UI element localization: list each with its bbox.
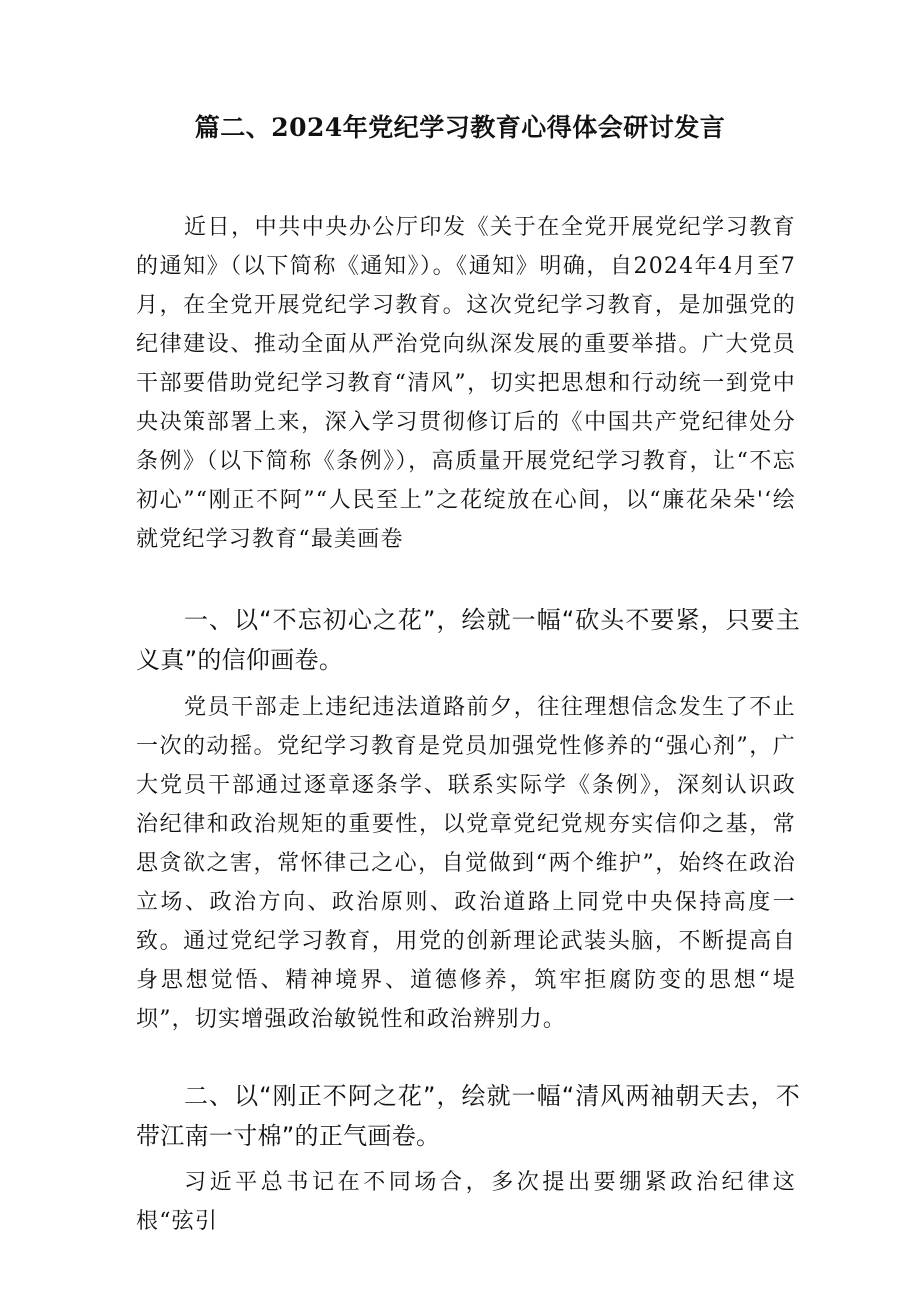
intro-paragraph: 近日，中共中央办公厅印发《关于在全党开展党纪学习教育的通知》（以下简称《通知》）。《通知》明确，自2024年4月至7月，在全党开展党纪学习教育。这次党纪学习教育，是加强党的纪律建设、推动全面从严治党向纵深发展的重要举措。广大党员干部要借助党纪学习教育“清风”，切实把思想和行动统一到党中央决策部署上来，深入学习贯彻修订后的《中国共产党纪律处分条例》（以下简称《条例》），高质量开展党纪学习教育，让“不忘初心”“刚正不阿”“人民至上”之花绽放在心间，以“廉花朵朵'‘绘就党纪学习教育“最美画卷 [136,215,796,552]
document-title: 篇二、2024年党纪学习教育心得体会研讨发言 [194,113,726,142]
section-heading-2: 二、以“刚正不阿之花”，绘就一幅“清风两袖朝天去，不带江南一寸棉”的正气画卷。 [136,1082,800,1150]
section-2-paragraph: 习近平总书记在不同场合，多次提出要绷紧政治纪律这根“弦引 [136,1170,796,1234]
section-heading-1: 一、以“不忘初心之花”，绘就一幅“砍头不要紧，只要主义真”的信仰画卷。 [136,606,800,674]
section-1-paragraph: 党员干部走上违纪违法道路前夕，往往理想信念发生了不止一次的动摇。党纪学习教育是党员加强党性修养的“强心剂”，广大党员干部通过逐章逐条学、联系实际学《条例》，深刻认识政治纪律和政治规矩的重要性，以党章党纪党规夯实信仰之基，常思贪欲之害，常怀律己之心，自觉做到“两个维护”，始终在政治立场、政治方向、政治原则、政治道路上同党中央保持高度一致。通过党纪学习教育，用党的创新理论武装头脑，不断提高自身思想觉悟、精神境界、道德修养，筑牢拒腐防变的思想“堤坝”，切实增强政治敏锐性和政治辨别力。 [136,695,796,1032]
